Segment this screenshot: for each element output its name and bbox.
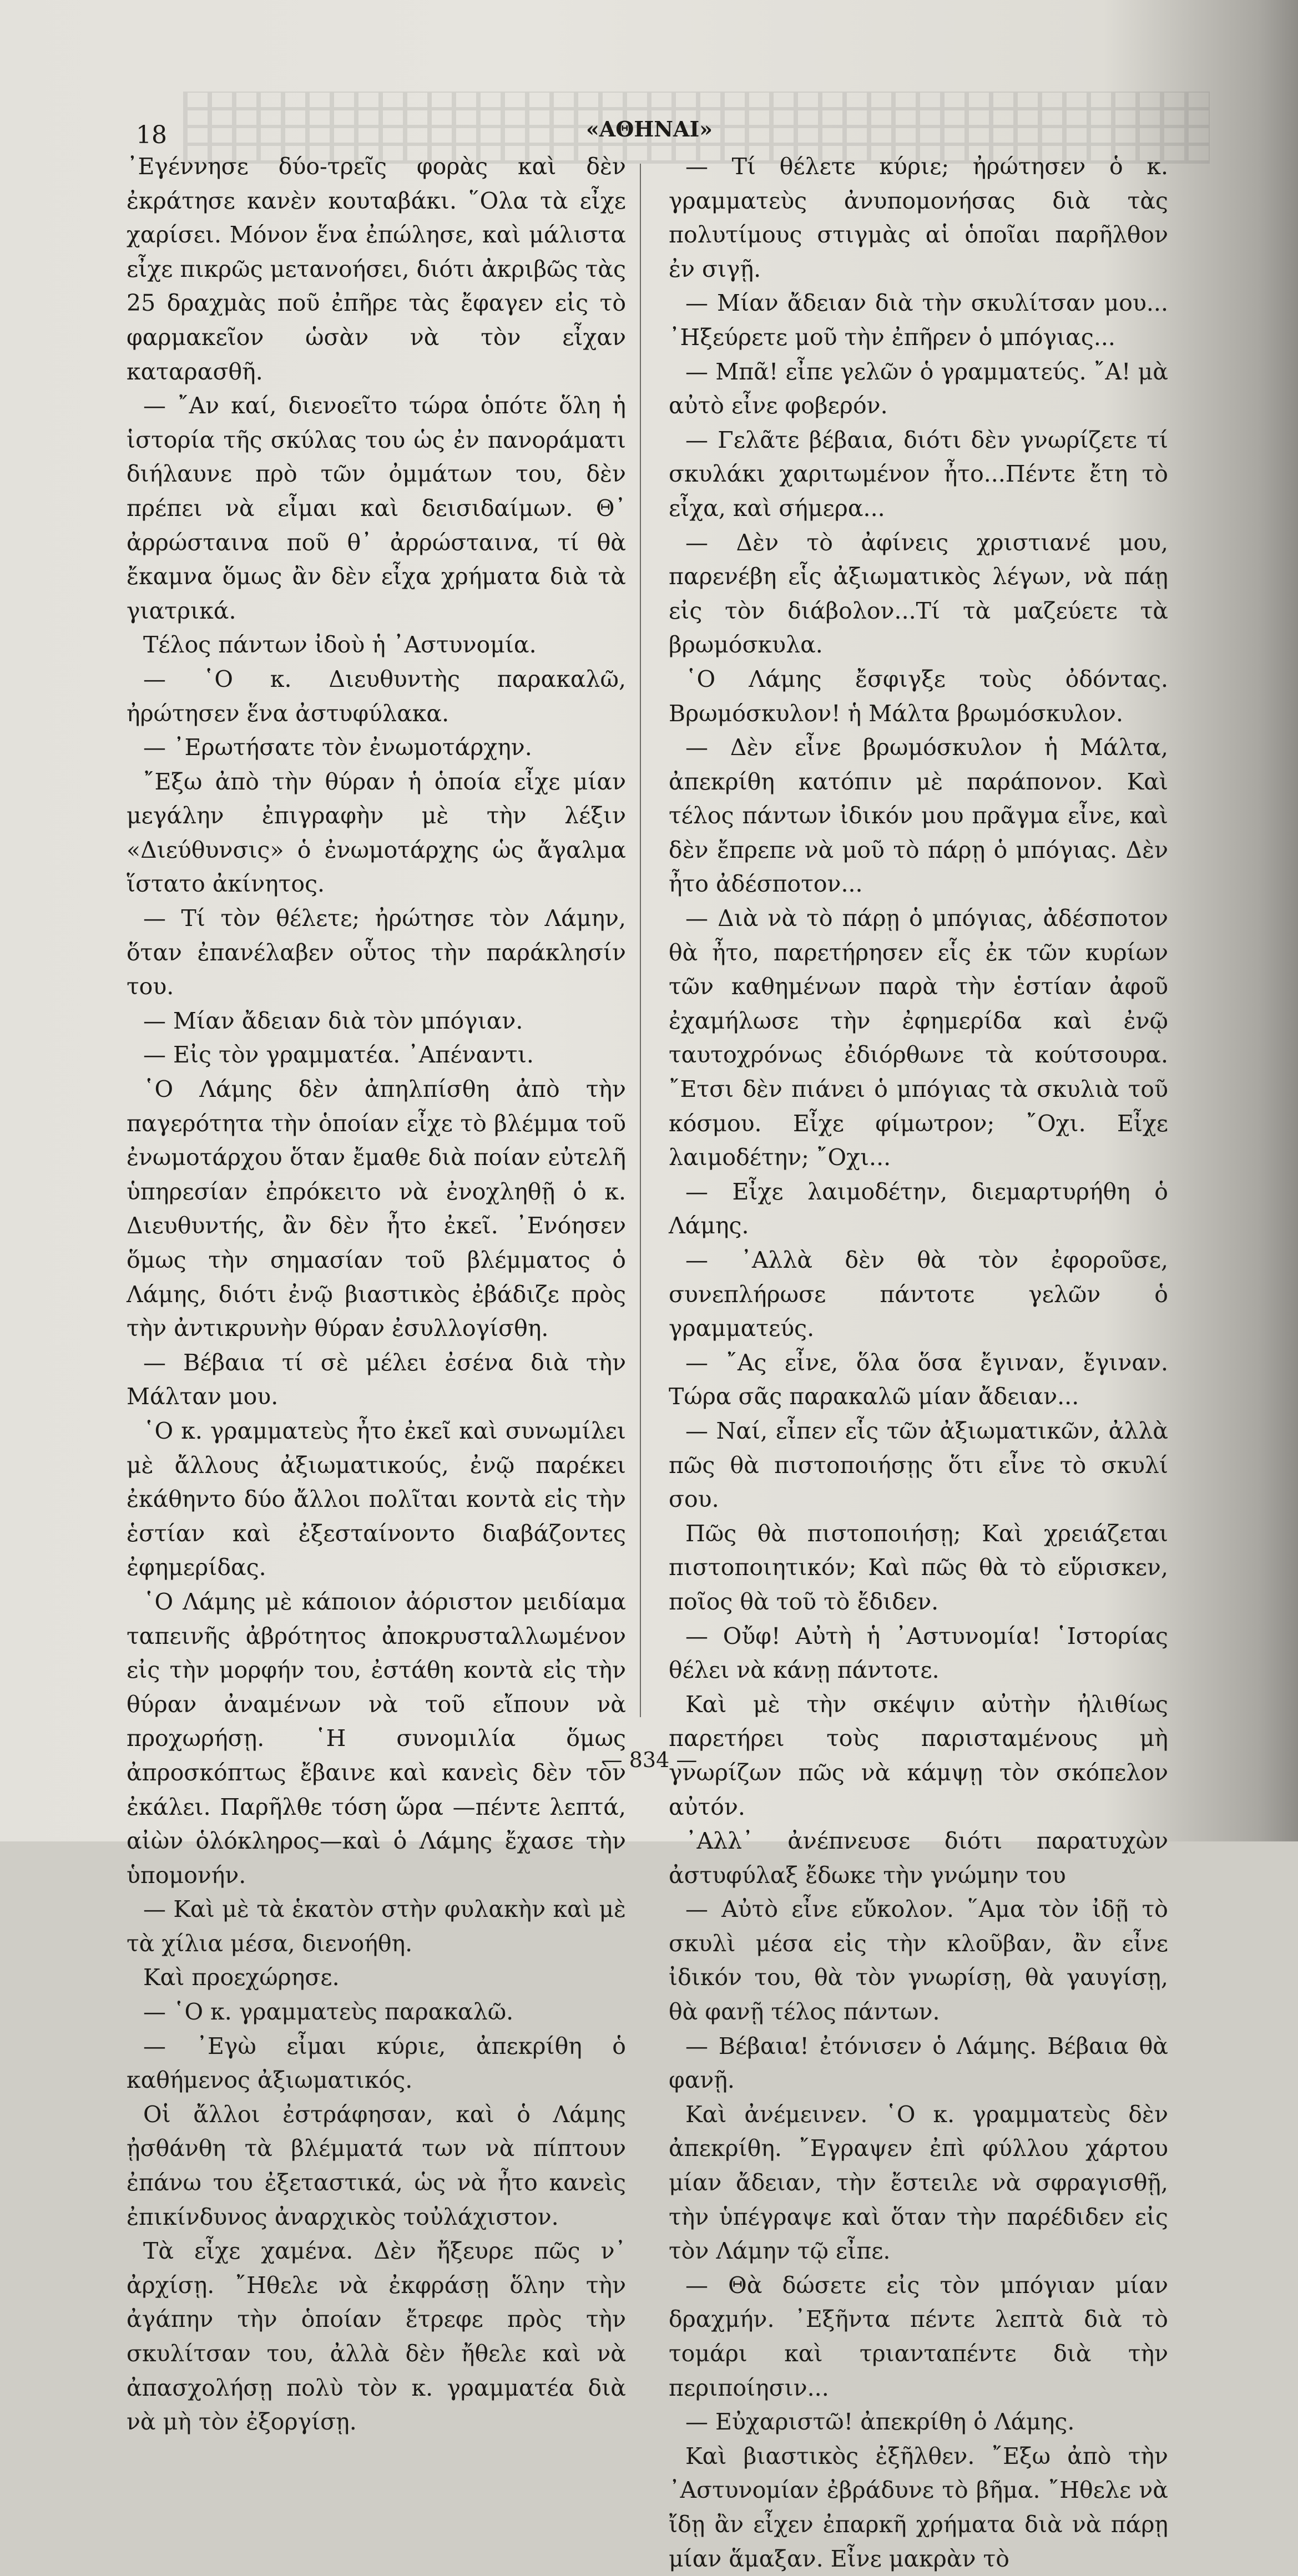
paragraph: — Βέβαια! ἐτόνισεν ὁ Λάμης. Βέβαια θὰ φανῇ. [669,2032,1168,2094]
paragraph: Καὶ βιαστικὸς ἐξῆλθεν. ῎Εξω ἀπὸ τὴν ᾿Αστυνομίαν ἐβράδυνε τὸ βῆμα. ῎Ηθελε νὰ ἴδῃ ἂν εἶχεν ἐπαρκῆ χρήματα διὰ νὰ πάρῃ μίαν ἅμαξαν. Εἶνε μακρὰν τὸ [669,2442,1168,2572]
page-number: 18 [136,121,167,149]
paragraph: — Καὶ μὲ τὰ ἑκατὸν στὴν φυλακὴν καὶ μὲ τὰ χίλια μέσα, διενοήθη. [127,1896,626,1957]
paragraph: — ῾Ο κ. γραμματεὺς παρακαλῶ. [143,1998,514,2026]
paragraph: — Ναί, εἶπεν εἷς τῶν ἀξιωματικῶν, ἀλλὰ πῶς θὰ πιστοποιήσῃς ὅτι εἶνε τὸ σκυλί σου. [669,1417,1168,1513]
paragraph: — Μπᾶ! εἶπε γελῶν ὁ γραμματεύς. ῎Α! μὰ αὐτὸ εἶνε φοβερόν. [669,358,1168,419]
paragraph: Τέλος πάντων ἰδοὺ ἡ ᾿Αστυνομία. [143,631,537,659]
paragraph: — Μίαν ἄδειαν διὰ τὴν σκυλίτσαν μου... ᾿Ηξεύρετε μοῦ τὴν ἐπῆρεν ὁ μπόγιας... [669,290,1168,351]
paragraph: Καὶ ἀνέμεινεν. ῾Ο κ. γραμματεὺς δὲν ἀπεκρίθη. ῎Εγραψεν ἐπὶ φύλλου χάρτου μίαν ἄδειαν, τὴν ἔστειλε νὰ σφραγισθῇ, τὴν ὑπέγραψε καὶ ὅταν τὴν παρέδιδεν εἰς τὸν Λάμην τῷ εἶπε. [669,2101,1168,2265]
running-title: «ΑΘΗΝΑΙ» [586,117,713,141]
paragraph: — Δὲν τὸ ἀφίνεις χριστιανέ μου, παρενέβη εἷς ἀξιωματικὸς λέγων, νὰ πάῃ εἰς τὸν διάβολον...Τί τὰ μαζεύετε τὰ βρωμόσκυλα. [669,529,1168,659]
paragraph: — ῾Ο κ. Διευθυντὴς παρακαλῶ, ἠρώτησεν ἕνα ἀστυφύλακα. [127,665,626,727]
paragraph: — Γελᾶτε βέβαια, διότι δὲν γνωρίζετε τί σκυλάκι χαριτωμένον ἦτο...Πέντε ἔτη τὸ εἶχα, καὶ σήμερα... [669,426,1168,522]
paragraph: ᾿Αλλ᾿ ἀνέπνευσε διότι παρατυχὼν ἀστυφύλαξ ἔδωκε τὴν γνώμην του [669,1828,1168,1889]
right-column [669,150,1168,2576]
paragraph: — Διὰ νὰ τὸ πάρῃ ὁ μπόγιας, ἀδέσποτον θὰ ἦτο, παρετήρησεν εἷς ἐκ τῶν κυρίων τῶν καθημένων παρὰ τὴν ἑστίαν ἀφοῦ ἐχαμήλωσε τὴν ἐφημερίδα καὶ ἐνῷ ταυτοχρόνως ἐδιόρθωνε τὰ κούτσουρα. ῎Ετσι δὲν πιάνει ὁ μπόγιας τὰ σκυλιὰ τοῦ κόσμου. Εἶχε φίμωτρον; ῎Οχι. Εἶχε λαιμοδέτην; ῎Οχι... [669,905,1168,1171]
paragraph: — ῎Ας εἶνε, ὅλα ὅσα ἔγιναν, ἔγιναν. Τώρα σᾶς παρακαλῶ μίαν ἄδειαν... [669,1349,1168,1410]
paragraph: ῾Ο κ. γραμματεὺς ἦτο ἐκεῖ καὶ συνωμίλει μὲ ἄλλους ἀξιωματικούς, ἐνῷ παρέκει ἐκάθηντο δύο ἄλλοι πολῖται κοντὰ εἰς τὴν ἑστίαν καὶ ἐξεσταίνοντο διαβάζοντες ἐφημερίδας. [127,1417,626,1581]
paragraph: Πῶς θὰ πιστοποιήσῃ; Καὶ χρειάζεται πιστοποιητικόν; Καὶ πῶς θὰ τὸ εὕρισκεν, ποῖος θὰ τοῦ τὸ ἔδιδεν. [669,1520,1168,1615]
paragraph: ῾Ο Λάμης ἔσφιγξε τοὺς ὀδόντας. Βρωμόσκυλον! ἡ Μάλτα βρωμόσκυλον. [669,665,1168,727]
paragraph: — ᾿Αλλὰ δὲν θὰ τὸν ἐφοροῦσε, συνεπλήρωσε πάντοτε γελῶν ὁ γραμματεύς. [669,1247,1168,1342]
paragraph: Καὶ μὲ τὴν σκέψιν αὐτὴν ἠλιθίως παρετήρει τοὺς παρισταμένους μὴ γνωρίζων πῶς νὰ κάμψῃ τὸν σκόπελον αὐτόν. [669,1691,1168,1820]
paragraph: — Βέβαια τί σὲ μέλει ἐσένα διὰ τὴν Μάλταν μου. [127,1349,626,1410]
column-divider [640,164,641,1717]
page-folio: — 834 — [601,1748,698,1772]
paragraph: ῾Ο Λάμης μὲ κάποιον ἀόριστον μειδίαμα ταπεινῆς ἀβρότητος ἀποκρυσταλλωμένον εἰς τὴν μορφήν του, ἐστάθη κοντὰ εἰς τὴν θύραν ἀναμένων νὰ τοῦ εἴπουν νὰ προχωρήσῃ. ῾Η συνομιλία ὅμως ἀπροσκόπτως ἔβαινε καὶ κανεὶς δὲν τὸν ἐκάλει. Παρῆλθε τόση ὥρα —πέντε λεπτά, αἰὼν ὁλόκληρος—καὶ ὁ Λάμης ἔχασε τὴν ὑπομονήν. [127,1588,626,1889]
paragraph: — Εὐχαριστῶ! ἀπεκρίθη ὁ Λάμης. [685,2408,1075,2436]
paragraph: Οἱ ἄλλοι ἐστράφησαν, καὶ ὁ Λάμης ᾐσθάνθη τὰ βλέμματά των νὰ πίπτουν ἐπάνω του ἐξεταστικά, ὡς νὰ ἦτο κανεὶς ἐπικίνδυνος ἀναρχικὸς τοὐλάχιστον. [127,2101,626,2230]
paragraph: — Εἶχε λαιμοδέτην, διεμαρτυρήθη ὁ Λάμης. [669,1178,1168,1239]
left-column [127,150,626,2440]
paragraph: — Εἰς τὸν γραμματέα. ᾿Απέναντι. [143,1041,534,1069]
paragraph: — ᾿Ερωτήσατε τὸν ἐνωμοτάρχην. [143,734,532,761]
paragraph: — Οὔφ! Αὐτὴ ἡ ᾿Αστυνομία! ῾Ιστορίας θέλει νὰ κάνῃ πάντοτε. [669,1622,1168,1684]
paragraph: Τὰ εἶχε χαμένα. Δὲν ἤξευρε πῶς ν᾿ ἀρχίσῃ. ῎Ηθελε νὰ ἐκφράσῃ ὅλην τὴν ἀγάπην τὴν ὁποίαν ἔτρεφε πρὸς τὴν σκυλίτσαν του, ἀλλὰ δὲν ἤθελε καὶ νὰ ἀπασχολήσῃ πολὺ τὸν κ. γραμματέα διὰ νὰ μὴ τὸν ἐξοργίσῃ. [127,2238,626,2436]
paragraph: ᾿Εγέννησε δύο-τρεῖς φορὰς καὶ δὲν ἐκράτησε κανὲν κουταβάκι. ῞Ολα τὰ εἶχε χαρίσει. Μόνον ἕνα ἐπώλησε, καὶ μάλιστα εἶχε πικρῶς μετανοήσει, διότι ἀκριβῶς τὰς 25 δραχμὰς ποῦ ἐπῆρε τὰς ἔφαγεν εἰς τὸ φαρμακεῖον ὡσὰν νὰ τὸν εἶχαν καταρασθῆ. [127,153,626,385]
paragraph: — Τί θέλετε κύριε; ἠρώτησεν ὁ κ. γραμματεὺς ἀνυπομονήσας διὰ τὰς πολυτίμους στιγμὰς αἱ ὁποῖαι παρῆλθον ἐν σιγῇ. [669,153,1168,282]
paragraph: — ᾿Εγὼ εἶμαι κύριε, ἀπεκρίθη ὁ καθήμενος ἀξιωματικός. [127,2032,626,2094]
paragraph: — Τί τὸν θέλετε; ἠρώτησε τὸν Λάμην, ὅταν ἐπανέλαβεν οὗτος τὴν παράκλησίν του. [127,905,626,1000]
paragraph: Καὶ προεχώρησε. [143,1964,340,1991]
paragraph: ῎Εξω ἀπὸ τὴν θύραν ἡ ὁποία εἶχε μίαν μεγάλην ἐπιγραφὴν μὲ τὴν λέξιν «Διεύθυνσις» ὁ ἐνωμοτάρχης ὡς ἄγαλμα ἵστατο ἀκίνητος. [127,768,626,898]
paragraph: — Αὐτὸ εἶνε εὔκολον. ῞Αμα τὸν ἰδῇ τὸ σκυλὶ μέσα εἰς τὴν κλοῦβαν, ἂν εἶνε ἰδικόν του, θὰ τὸν γνωρίσῃ, θὰ γαυγίσῃ, θὰ φανῇ τέλος πάντων. [669,1896,1168,2026]
paragraph: — ῎Αν καί, διενοεῖτο τώρα ὁπότε ὅλη ἡ ἱστορία τῆς σκύλας του ὡς ἐν πανοράματι διήλαυνε πρὸ τῶν ὀμμάτων του, δὲν πρέπει νὰ εἶμαι καὶ δεισιδαίμων. Θ᾿ ἀρρώσταινα ποῦ θ᾿ ἀρρώσταινα, τί θὰ ἔκαμνα ὅμως ἂν δὲν εἶχα χρήματα διὰ τὰ γιατρικά. [127,392,626,624]
paragraph: — Θὰ δώσετε εἰς τὸν μπόγιαν μίαν δραχμήν. ᾿Εξῆντα πέντε λεπτὰ διὰ τὸ τομάρι καὶ τριανταπέντε διὰ τὴν περιποίησιν... [669,2271,1168,2401]
paragraph: ῾Ο Λάμης δὲν ἀπηλπίσθη ἀπὸ τὴν παγερότητα τὴν ὁποίαν εἶχε τὸ βλέμμα τοῦ ἐνωμοτάρχου ὅταν ἔμαθε διὰ ποίαν εὐτελῆ ὑπηρεσίαν ἐπρόκειτο νὰ ἐνοχληθῇ ὁ κ. Διευθυντής, ἂν δὲν ἦτο ἐκεῖ. ᾿Ενόησεν ὅμως τὴν σημασίαν τοῦ βλέμματος ὁ Λάμης, διότι ἐνῷ βιαστικὸς ἐβάδιζε πρὸς τὴν ἀντικρυνὴν θύραν ἐσυλλογίσθη. [127,1076,626,1342]
paragraph: — Μίαν ἄδειαν διὰ τὸν μπόγιαν. [143,1007,523,1034]
paragraph: — Δὲν εἶνε βρωμόσκυλον ἡ Μάλτα, ἀπεκρίθη κατόπιν μὲ παράπονον. Καὶ τέλος πάντων ἰδικόν μου πρᾶγμα εἶνε, καὶ δὲν ἔπρεπε νὰ μοῦ τὸ πάρῃ ὁ μπόγιας. Δὲν ἦτο ἀδέσποτον... [669,734,1168,898]
